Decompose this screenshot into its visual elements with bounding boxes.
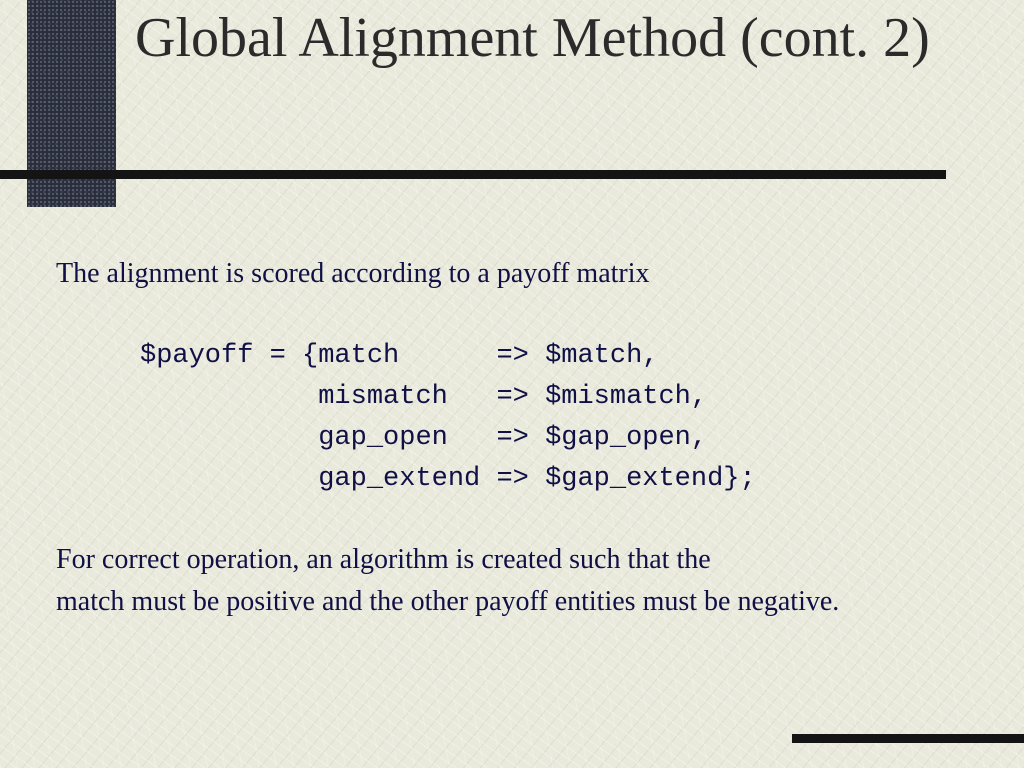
payoff-code-block <box>140 336 756 500</box>
title-divider <box>0 170 946 179</box>
slide-title: Global Alignment Method (cont. 2) <box>135 7 930 69</box>
code-line: gap_extend => $gap_extend}; <box>140 464 756 494</box>
note-line-2: match must be positive and the other payoff entities must be negative. <box>56 586 840 617</box>
footer-divider <box>792 734 1024 743</box>
note-line-1: For correct operation, an algorithm is created such that the <box>56 544 711 575</box>
code-line: mismatch => $mismatch, <box>140 382 708 412</box>
code-line: $payoff = {match => $match, <box>140 341 659 371</box>
intro-text: The alignment is scored according to a payoff matrix <box>56 258 650 289</box>
code-line: gap_open => $gap_open, <box>140 423 708 453</box>
